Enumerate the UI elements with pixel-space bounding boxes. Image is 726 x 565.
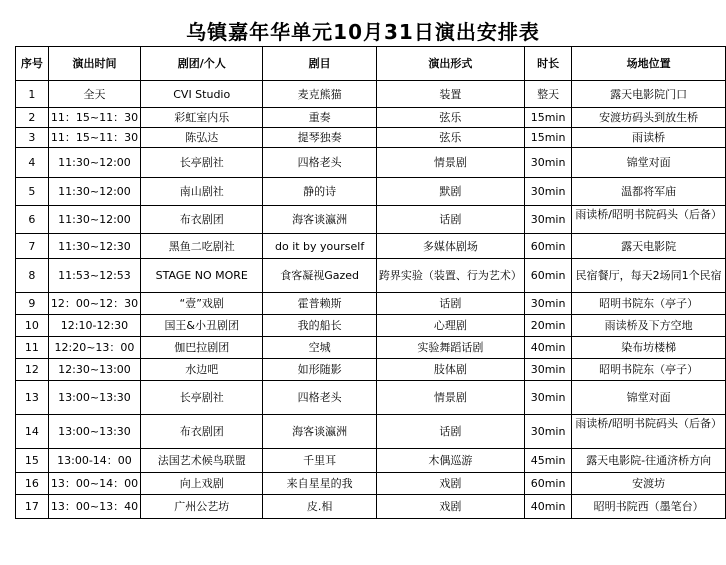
schedule-table: [15, 46, 726, 519]
cell-troupe: 长亭剧社: [141, 148, 263, 178]
header-venue: 场地位置: [572, 47, 726, 81]
header-duration: 时长: [524, 47, 572, 81]
cell-program: 食客凝视Gazed: [263, 259, 376, 293]
cell-program: 四格老头: [263, 148, 376, 178]
cell-duration: 60min: [524, 234, 572, 259]
cell-troupe: 南山剧社: [141, 178, 263, 206]
cell-time: 12:30~13:00: [48, 359, 140, 381]
header-row: [16, 47, 726, 81]
cell-duration: 20min: [524, 315, 572, 337]
cell-program: 静的诗: [263, 178, 376, 206]
cell-time: 12:10-12:30: [48, 315, 140, 337]
cell-no: 7: [16, 234, 49, 259]
cell-venue: [572, 206, 726, 234]
cell-no: 11: [16, 337, 49, 359]
cell-program: 四格老头: [263, 381, 376, 415]
cell-venue: 安渡坊: [572, 473, 726, 495]
cell-venue: 昭明书院东（亭子）: [572, 359, 726, 381]
cell-time: 11:53~12:53: [48, 259, 140, 293]
cell-venue: 露天电影院: [572, 234, 726, 259]
cell-time: 12：00~12：30: [48, 293, 140, 315]
cell-duration: 整天: [524, 81, 572, 108]
cell-form: 戏剧: [376, 495, 524, 519]
cell-troupe: 法国艺术候鸟联盟: [141, 449, 263, 473]
cell-duration: 40min: [524, 495, 572, 519]
cell-program: 麦克熊猫: [263, 81, 376, 108]
table-row: [16, 359, 726, 381]
cell-no: 12: [16, 359, 49, 381]
cell-program: 海客谈瀛洲: [263, 415, 376, 449]
cell-no: 2: [16, 108, 49, 128]
cell-venue: 昭明书院西（墨笔台）: [572, 495, 726, 519]
venue-text: 雨读桥/昭明书院码头（后备）: [575, 207, 723, 221]
cell-duration: 30min: [524, 359, 572, 381]
header-form: 演出形式: [376, 47, 524, 81]
cell-venue: 雨读桥及下方空地: [572, 315, 726, 337]
cell-form: 心理剧: [376, 315, 524, 337]
cell-venue: 昭明书院东（亭子）: [572, 293, 726, 315]
header-program: 剧目: [263, 47, 376, 81]
cell-time: 13:00~13:30: [48, 381, 140, 415]
table-row: [16, 315, 726, 337]
cell-form: 话剧: [376, 206, 524, 234]
cell-venue: 露天电影院-往通济桥方向: [572, 449, 726, 473]
cell-troupe: CVI Studio: [141, 81, 263, 108]
table-row: [16, 495, 726, 519]
cell-program: 霍普赖斯: [263, 293, 376, 315]
cell-no: 16: [16, 473, 49, 495]
cell-duration: 30min: [524, 178, 572, 206]
cell-program: 空城: [263, 337, 376, 359]
cell-time: 11:30~12:00: [48, 206, 140, 234]
cell-time: 全天: [48, 81, 140, 108]
cell-program: 如形随影: [263, 359, 376, 381]
table-row: [16, 234, 726, 259]
cell-no: 17: [16, 495, 49, 519]
table-row: [16, 259, 726, 293]
cell-form: 肢体剧: [376, 359, 524, 381]
cell-troupe: STAGE NO MORE: [141, 259, 263, 293]
cell-duration: 40min: [524, 337, 572, 359]
cell-time: 13：00~13：40: [48, 495, 140, 519]
cell-form: 木偶巡游: [376, 449, 524, 473]
cell-troupe: 水边吧: [141, 359, 263, 381]
table-row: [16, 108, 726, 128]
cell-form: 情景剧: [376, 381, 524, 415]
cell-no: 13: [16, 381, 49, 415]
cell-form: 多媒体剧场: [376, 234, 524, 259]
header-troupe: 剧团/个人: [141, 47, 263, 81]
cell-time: 11:30~12:30: [48, 234, 140, 259]
cell-no: 4: [16, 148, 49, 178]
cell-venue: 雨读桥: [572, 128, 726, 148]
cell-no: 14: [16, 415, 49, 449]
cell-time: 13:00~13:30: [48, 415, 140, 449]
table-row: [16, 206, 726, 234]
cell-form: 戏剧: [376, 473, 524, 495]
table-row: [16, 81, 726, 108]
cell-troupe: 彩虹室内乐: [141, 108, 263, 128]
cell-duration: 60min: [524, 473, 572, 495]
cell-troupe: “壹”戏剧: [141, 293, 263, 315]
cell-no: 3: [16, 128, 49, 148]
cell-troupe: 向上戏剧: [141, 473, 263, 495]
cell-venue: 民宿餐厅，每天2场同1个民宿: [572, 259, 726, 293]
cell-venue: 露天电影院门口: [572, 81, 726, 108]
cell-troupe: 布衣剧团: [141, 206, 263, 234]
cell-no: 1: [16, 81, 49, 108]
cell-program: 来自星星的我: [263, 473, 376, 495]
header-no: 序号: [16, 47, 49, 81]
table-row: [16, 449, 726, 473]
cell-no: 6: [16, 206, 49, 234]
cell-form: 话剧: [376, 293, 524, 315]
cell-program: 海客谈瀛洲: [263, 206, 376, 234]
table-row: [16, 337, 726, 359]
cell-troupe: 黑鱼二吃剧社: [141, 234, 263, 259]
table-row: [16, 415, 726, 449]
cell-time: 13：00~14：00: [48, 473, 140, 495]
cell-form: 弦乐: [376, 108, 524, 128]
cell-venue: [572, 415, 726, 449]
cell-venue: 安渡坊码头到放生桥: [572, 108, 726, 128]
cell-duration: 30min: [524, 415, 572, 449]
cell-program: do it by yourself: [263, 234, 376, 259]
table-row: [16, 381, 726, 415]
table-row: [16, 473, 726, 495]
table-row: [16, 148, 726, 178]
cell-duration: 45min: [524, 449, 572, 473]
cell-form: 跨界实验（装置、行为艺术）: [376, 259, 524, 293]
cell-program: 提琴独奏: [263, 128, 376, 148]
cell-form: 话剧: [376, 415, 524, 449]
cell-venue: 锦堂对面: [572, 148, 726, 178]
cell-program: 皮.相: [263, 495, 376, 519]
cell-form: 实验舞蹈话剧: [376, 337, 524, 359]
cell-program: 千里耳: [263, 449, 376, 473]
cell-form: 装置: [376, 81, 524, 108]
cell-duration: 30min: [524, 148, 572, 178]
cell-duration: 30min: [524, 381, 572, 415]
cell-troupe: 伽巴拉剧团: [141, 337, 263, 359]
cell-form: 情景剧: [376, 148, 524, 178]
cell-no: 15: [16, 449, 49, 473]
cell-troupe: 布衣剧团: [141, 415, 263, 449]
cell-program: 重奏: [263, 108, 376, 128]
cell-no: 10: [16, 315, 49, 337]
header-time: 演出时间: [48, 47, 140, 81]
cell-no: 9: [16, 293, 49, 315]
table-row: [16, 178, 726, 206]
cell-duration: 30min: [524, 206, 572, 234]
cell-duration: 15min: [524, 108, 572, 128]
table-row: [16, 128, 726, 148]
cell-no: 5: [16, 178, 49, 206]
venue-text: 雨读桥/昭明书院码头（后备）: [575, 416, 723, 430]
cell-troupe: 广州公艺坊: [141, 495, 263, 519]
cell-time: 11:30~12:00: [48, 148, 140, 178]
cell-troupe: 陈弘达: [141, 128, 263, 148]
cell-program: 我的船长: [263, 315, 376, 337]
cell-time: 13:00-14：00: [48, 449, 140, 473]
cell-duration: 15min: [524, 128, 572, 148]
cell-no: 8: [16, 259, 49, 293]
cell-venue: 锦堂对面: [572, 381, 726, 415]
cell-time: 12:20~13：00: [48, 337, 140, 359]
cell-time: 11：15~11：30: [48, 108, 140, 128]
cell-form: 默剧: [376, 178, 524, 206]
cell-troupe: 长亭剧社: [141, 381, 263, 415]
cell-duration: 60min: [524, 259, 572, 293]
cell-duration: 30min: [524, 293, 572, 315]
cell-venue: 染布坊楼梯: [572, 337, 726, 359]
page-title: 乌镇嘉年华单元10月31日演出安排表: [186, 20, 540, 44]
cell-form: 弦乐: [376, 128, 524, 148]
table-row: [16, 293, 726, 315]
cell-time: 11:30~12:00: [48, 178, 140, 206]
cell-venue: 温都将军庙: [572, 178, 726, 206]
cell-time: 11：15~11：30: [48, 128, 140, 148]
cell-troupe: 国王&小丑剧团: [141, 315, 263, 337]
